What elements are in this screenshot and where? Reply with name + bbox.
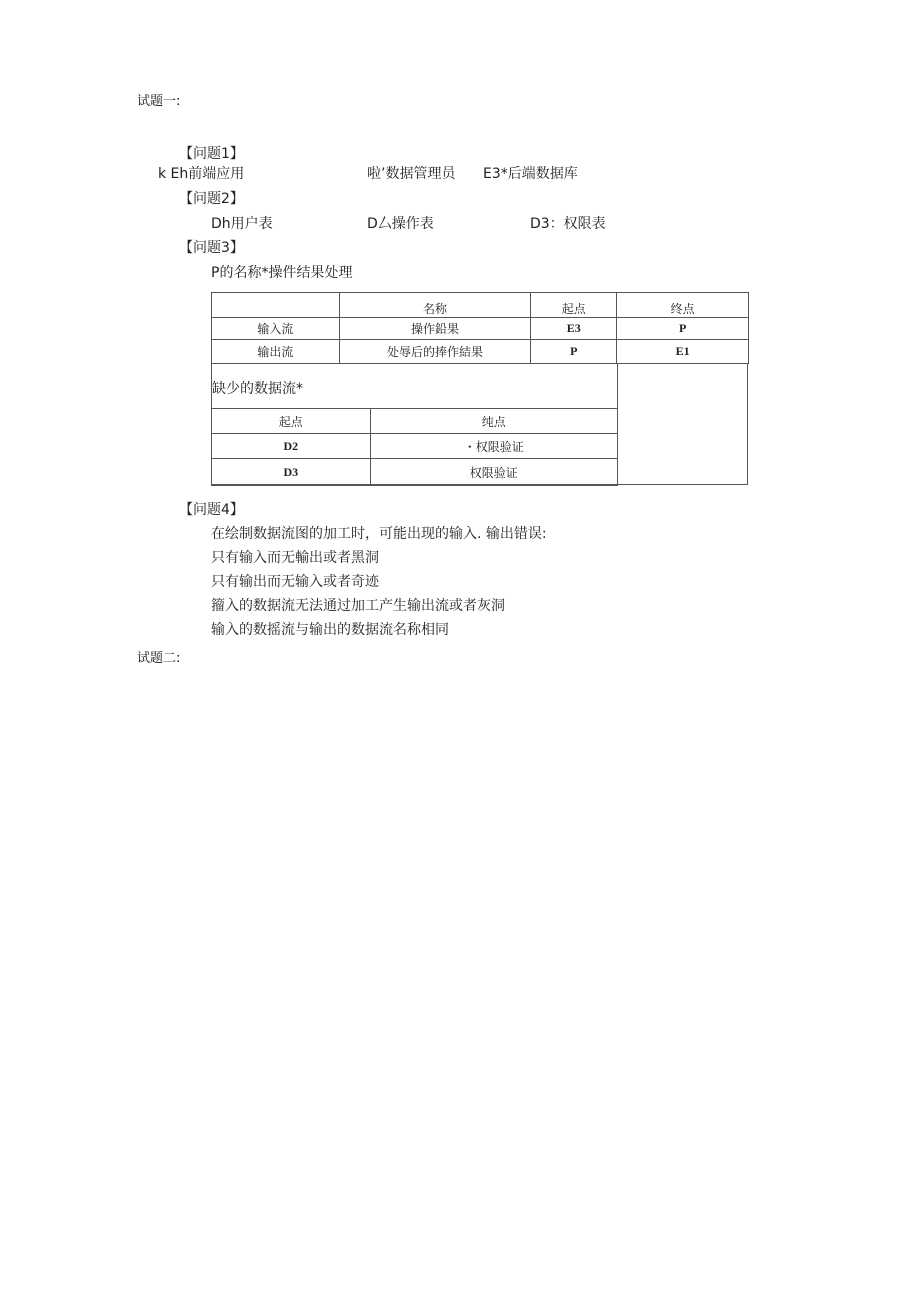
question-1-heading: 【问题1】 [179, 146, 244, 162]
q2-item-d1: Dh用户表 [211, 216, 273, 232]
q1-item-e2: 啦’数据管理员 [367, 166, 456, 182]
q4-line: 在绘制数据流图的加工时，可能出现的输入. 输出错误: [211, 526, 547, 542]
table-cell: 处辱后的捧作結果 [339, 340, 531, 364]
table-header-cell: 名称 [339, 293, 531, 318]
table-header-cell: 终点 [617, 293, 749, 318]
table-cell: 输入流 [212, 318, 340, 340]
missing-flow-title: 缺少的数据流* [212, 381, 303, 397]
table-row [212, 340, 749, 364]
question-4-heading: 【问题4】 [179, 502, 244, 518]
table-cell: 输出流 [212, 340, 340, 364]
table-cell: 操作鉛果 [339, 318, 531, 340]
table-row [212, 434, 618, 459]
table-header-row [212, 409, 618, 434]
question-3-heading: 【问题3】 [179, 240, 244, 256]
q4-line: 只有输出而无输入或者奇迹 [211, 574, 379, 590]
missing-flow-table [211, 408, 618, 486]
table-header-cell [212, 293, 340, 318]
table-header-cell: 起点 [212, 409, 371, 434]
q4-line: 只有输入而无輸出或者黑洞 [211, 550, 379, 566]
table-cell: E3 [531, 318, 617, 340]
table-cell: ・权限验证 [370, 434, 617, 459]
q2-item-d3: D3：权限表 [530, 216, 606, 232]
section-title-two: 试题二: [137, 651, 181, 666]
q4-line: 输入的数摇流与输出的数据流名称相同 [211, 622, 449, 638]
table-cell: E1 [617, 340, 749, 364]
q1-item-e3: E3*后端数据库 [483, 166, 578, 182]
table-cell: P [617, 318, 749, 340]
question-2-heading: 【问题2】 [179, 191, 244, 207]
section-title-one: 试题一: [137, 94, 181, 109]
table-row [212, 459, 618, 486]
q3-p-name: P的名称*操件结果处理 [211, 265, 353, 281]
table-row [212, 318, 749, 340]
table-cell: D2 [212, 434, 371, 459]
table-header-row [212, 293, 749, 318]
table-cell: 权限验证 [370, 459, 617, 486]
table-header-cell: 起点 [531, 293, 617, 318]
table-cell: P [531, 340, 617, 364]
q2-item-d2: D厶操作表 [367, 216, 434, 232]
q1-item-e1: k Eh前端应用 [158, 166, 245, 182]
q4-line: 籀入的数据流无法通过加工产生输出流或者灰洞 [211, 598, 505, 614]
table-header-cell: 纯点 [370, 409, 617, 434]
dataflow-table [211, 292, 749, 364]
table-cell: D3 [212, 459, 371, 486]
